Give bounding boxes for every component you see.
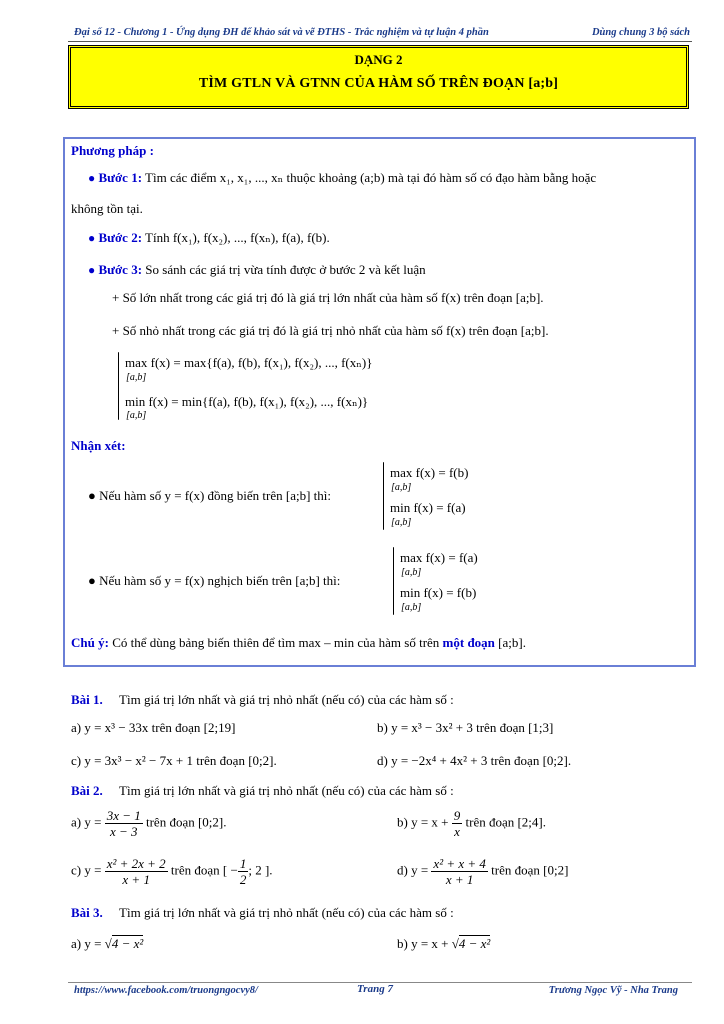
note bbox=[71, 635, 526, 651]
note-label: Chú ý: bbox=[71, 635, 109, 650]
header-right: Dùng chung 3 bộ sách bbox=[591, 27, 690, 38]
exercise-1b: b) y = x³ − 3x² + 3 trên đoạn [1;3] bbox=[377, 720, 554, 735]
exercise-2c-interval-numerator: 1 bbox=[239, 856, 247, 871]
exercise-2d bbox=[397, 856, 568, 887]
exercise-1-label: Bài 1. bbox=[71, 692, 103, 707]
step3-max-rule: + Số lớn nhất trong các giá trị đó là giá trị lớn nhất của hàm số f(x) trên đoạn [a;b]. bbox=[112, 290, 544, 305]
exercise-3b-prefix: b) y = x + √ bbox=[397, 936, 459, 951]
remark-dec-max: max f(x) = f(a) bbox=[400, 550, 478, 565]
remark-inc-max-interval: [a,b] bbox=[391, 482, 412, 493]
exercise-3-heading bbox=[71, 905, 454, 921]
exercise-2a-prefix: a) y = bbox=[71, 814, 102, 830]
header-divider bbox=[68, 41, 692, 42]
exercise-2a-denominator: x − 3 bbox=[109, 824, 138, 839]
exercise-2d-prefix: d) y = bbox=[397, 862, 429, 878]
step1: ● Bước 1: Tìm các điểm x₁, x₁, ..., xₙ thuộc khoảng (a;b) mà tại đó hàm số có đạo hàm bằng hoặc bbox=[88, 170, 597, 185]
exercise-3a-radicand: 4 − x² bbox=[111, 936, 144, 951]
exercise-1-text: Tìm giá trị lớn nhất và giá trị nhỏ nhất (nếu có) của các hàm số : bbox=[119, 692, 454, 707]
exercise-2d-denominator: x + 1 bbox=[445, 872, 474, 887]
exercise-2b-denominator: x bbox=[454, 824, 460, 839]
step3-min-rule: + Số nhỏ nhất trong các giá trị đó là giá trị nhỏ nhất của hàm số f(x) trên đoạn [a;b]. bbox=[112, 323, 549, 338]
remark-title: Nhận xét: bbox=[71, 438, 126, 453]
footer-author: Trương Ngọc Vỹ - Nha Trang bbox=[548, 985, 678, 996]
exercise-3b bbox=[397, 936, 490, 952]
formula-min: min f(x) = min{f(a), f(b), f(x₁), f(x₂), ..., f(xₙ)} bbox=[125, 394, 369, 409]
exercise-2c-denominator: x + 1 bbox=[122, 872, 150, 887]
exercise-3-label: Bài 3. bbox=[71, 905, 103, 920]
step3: ● Bước 3: So sánh các giá trị vừa tính được ở bước 2 và kết luận bbox=[88, 262, 426, 277]
exercise-2a-fraction bbox=[105, 808, 143, 839]
exercise-2d-fraction bbox=[431, 856, 487, 887]
step1-text: Tìm các điểm x₁, x₁, ..., xₙ thuộc khoảng (a;b) mà tại đó hàm số có đạo hàm bằng hoặc bbox=[145, 170, 597, 185]
exercise-2a-numerator: 3x − 1 bbox=[106, 808, 141, 823]
exercise-3a bbox=[71, 936, 143, 952]
exercise-2b-prefix: b) y = x + bbox=[397, 814, 449, 830]
exercise-2a bbox=[71, 808, 227, 839]
exercise-3a-prefix: a) y = √ bbox=[71, 936, 112, 951]
note-text: Có thể dùng bảng biến thiên để tìm max – min của hàm số trên bbox=[112, 635, 440, 650]
exercise-2c-numerator: x² + 2x + 2 bbox=[106, 856, 166, 871]
formula-min-interval: [a,b] bbox=[126, 410, 147, 421]
remark-inc-max: max f(x) = f(b) bbox=[390, 465, 469, 480]
step1-cont: không tồn tại. bbox=[71, 201, 143, 216]
exercise-1a: a) y = x³ − 33x trên đoạn [2;19] bbox=[71, 720, 236, 735]
exercise-2b-numerator: 9 bbox=[453, 808, 461, 823]
banner-line2: TÌM GTLN VÀ GTNN CỦA HÀM SỐ TRÊN ĐOẠN [a;b] bbox=[198, 76, 559, 91]
remark-inc-text: Nếu hàm số y = f(x) đồng biến trên [a;b] thì: bbox=[99, 488, 331, 503]
remark-dec-brace bbox=[393, 547, 394, 615]
step1-label: Bước 1: bbox=[98, 170, 143, 185]
step3-text: So sánh các giá trị vừa tính được ở bước 2 và kết luận bbox=[145, 262, 426, 277]
step2: ● Bước 2: Tính f(x₁), f(x₂), ..., f(xₙ), f(a), f(b). bbox=[88, 230, 330, 245]
exercise-2-heading bbox=[71, 783, 454, 799]
step3-label: Bước 3: bbox=[98, 262, 143, 277]
remark-dec-min: min f(x) = f(b) bbox=[400, 585, 477, 600]
step2-label: Bước 2: bbox=[98, 230, 143, 245]
remark-dec-text: Nếu hàm số y = f(x) nghịch biến trên [a;b] thì: bbox=[99, 573, 341, 588]
formula-brace bbox=[118, 352, 119, 420]
exercise-1d: d) y = −2x⁴ + 4x² + 3 trên đoạn [0;2]. bbox=[377, 753, 572, 768]
remark-decreasing: ● Nếu hàm số y = f(x) nghịch biến trên [a;b] thì: bbox=[88, 573, 341, 588]
exercise-2-text: Tìm giá trị lớn nhất và giá trị nhỏ nhất (nếu có) của các hàm số : bbox=[119, 783, 454, 798]
page-number: Trang 7 bbox=[357, 983, 393, 995]
exercise-2b-fraction bbox=[452, 808, 463, 839]
remark-increasing: ● Nếu hàm số y = f(x) đồng biến trên [a;b] thì: bbox=[88, 488, 331, 503]
exercise-2b bbox=[397, 808, 546, 839]
exercise-2a-suffix: trên đoạn [0;2]. bbox=[145, 814, 227, 830]
exercise-3b-radicand: 4 − x² bbox=[458, 936, 491, 951]
exercise-1-heading bbox=[71, 692, 454, 708]
exercise-2c-interval-close: ; 2 ]. bbox=[248, 862, 273, 878]
exercise-2d-numerator: x² + x + 4 bbox=[433, 856, 486, 871]
exercise-2c-interval-denominator: 2 bbox=[239, 872, 247, 887]
exercise-3-text: Tìm giá trị lớn nhất và giá trị nhỏ nhất (nếu có) của các hàm số : bbox=[119, 905, 454, 920]
note-emph: một đoạn bbox=[442, 635, 495, 650]
remark-inc-min: min f(x) = f(a) bbox=[390, 500, 466, 515]
formula-max: max f(x) = max{f(a), f(b), f(x₁), f(x₂), ..., f(xₙ)} bbox=[125, 355, 373, 370]
exercise-2c-prefix: c) y = bbox=[71, 862, 102, 878]
remark-dec-min-interval: [a,b] bbox=[401, 602, 422, 613]
remark-inc-brace bbox=[383, 462, 384, 530]
remark-dec-max-interval: [a,b] bbox=[401, 567, 422, 578]
exercise-2d-suffix: trên đoạn [0;2] bbox=[491, 862, 569, 878]
remark-inc-min-interval: [a,b] bbox=[391, 517, 412, 528]
formula-max-interval: [a,b] bbox=[126, 372, 147, 383]
header-left: Đại số 12 - Chương 1 - Ứng dụng ĐH để khảo sát và vẽ ĐTHS - Trắc nghiệm và tự luận 4 phần bbox=[74, 27, 489, 38]
exercise-2c-suffix: trên đoạn bbox=[170, 862, 220, 878]
exercise-2b-suffix: trên đoạn [2;4]. bbox=[465, 814, 547, 830]
exercise-2c-fraction bbox=[105, 856, 168, 887]
exercise-2c-interval-fraction bbox=[238, 856, 249, 887]
method-title: Phương pháp : bbox=[71, 143, 154, 158]
step2-text: Tính f(x₁), f(x₂), ..., f(xₙ), f(a), f(b). bbox=[145, 230, 330, 245]
exercise-1c: c) y = 3x³ − x² − 7x + 1 trên đoạn [0;2]. bbox=[71, 753, 277, 768]
exercise-2c bbox=[71, 856, 273, 887]
footer-link[interactable]: https://www.facebook.com/truongngocvy8/ bbox=[74, 985, 258, 996]
section-banner bbox=[68, 45, 689, 109]
banner-line1: DẠNG 2 bbox=[354, 52, 403, 67]
exercise-2-label: Bài 2. bbox=[71, 783, 103, 798]
note-tail: [a;b]. bbox=[498, 635, 526, 650]
exercise-2c-interval-open: [ − bbox=[222, 862, 238, 878]
